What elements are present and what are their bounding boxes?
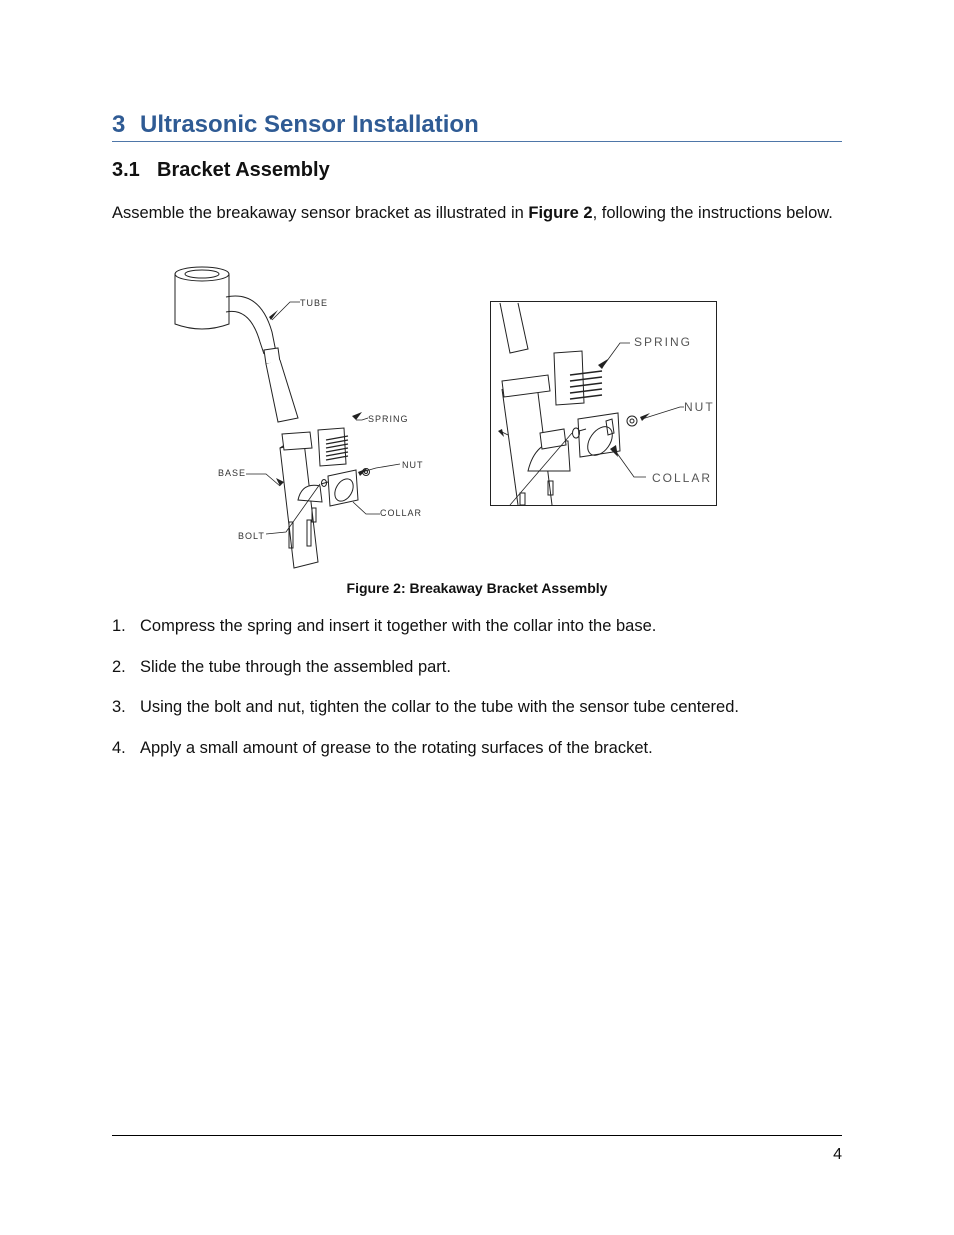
instruction-list bbox=[112, 614, 842, 776]
step-number: 2. bbox=[112, 657, 126, 676]
page-number: 4 bbox=[833, 1146, 842, 1163]
step-number: 4. bbox=[112, 738, 126, 757]
step-text: Apply a small amount of grease to the rotating surfaces of the bracket. bbox=[140, 738, 653, 757]
subsection-heading bbox=[112, 156, 330, 184]
detail-label-nut: NUT bbox=[684, 400, 715, 414]
step-text: Using the bolt and nut, tighten the collar to the tube with the sensor tube centered. bbox=[140, 698, 739, 716]
label-base: BASE bbox=[218, 468, 247, 478]
subsection-number: 3.1 bbox=[112, 159, 140, 181]
label-collar: COLLAR bbox=[380, 508, 423, 518]
step-number: 3. bbox=[112, 698, 126, 716]
figure-reference: Figure 2 bbox=[528, 204, 593, 222]
label-nut: NUT bbox=[402, 460, 424, 470]
step-text: Compress the spring and insert it together with the collar into the base. bbox=[140, 617, 657, 635]
intro-text-before: Assemble the breakaway sensor bracket as illustrated in bbox=[112, 204, 529, 222]
list-item bbox=[112, 614, 842, 655]
intro-paragraph bbox=[112, 202, 842, 224]
step-number: 1. bbox=[112, 617, 126, 635]
list-item bbox=[112, 736, 842, 777]
detail-label-collar: COLLAR bbox=[652, 471, 713, 485]
label-spring: SPRING bbox=[368, 414, 409, 424]
bracket-exploded-drawing bbox=[168, 262, 430, 572]
list-item bbox=[112, 655, 842, 696]
detail-label-spring: SPRING bbox=[634, 335, 693, 349]
subsection-title: Bracket Assembly bbox=[157, 159, 330, 181]
section-title: Ultrasonic Sensor Installation bbox=[140, 111, 479, 138]
list-item bbox=[112, 695, 842, 736]
label-bolt: BOLT bbox=[238, 531, 265, 541]
bracket-detail-drawing bbox=[490, 301, 717, 506]
intro-text-after: , following the instructions below. bbox=[592, 204, 833, 222]
step-text: Slide the tube through the assembled part. bbox=[140, 657, 451, 676]
footer-rule bbox=[112, 1135, 842, 1136]
section-number: 3 bbox=[112, 111, 126, 138]
section-heading bbox=[112, 110, 842, 142]
label-tube: TUBE bbox=[300, 298, 329, 308]
figure-caption: Figure 2: Breakaway Bracket Assembly bbox=[346, 580, 608, 596]
